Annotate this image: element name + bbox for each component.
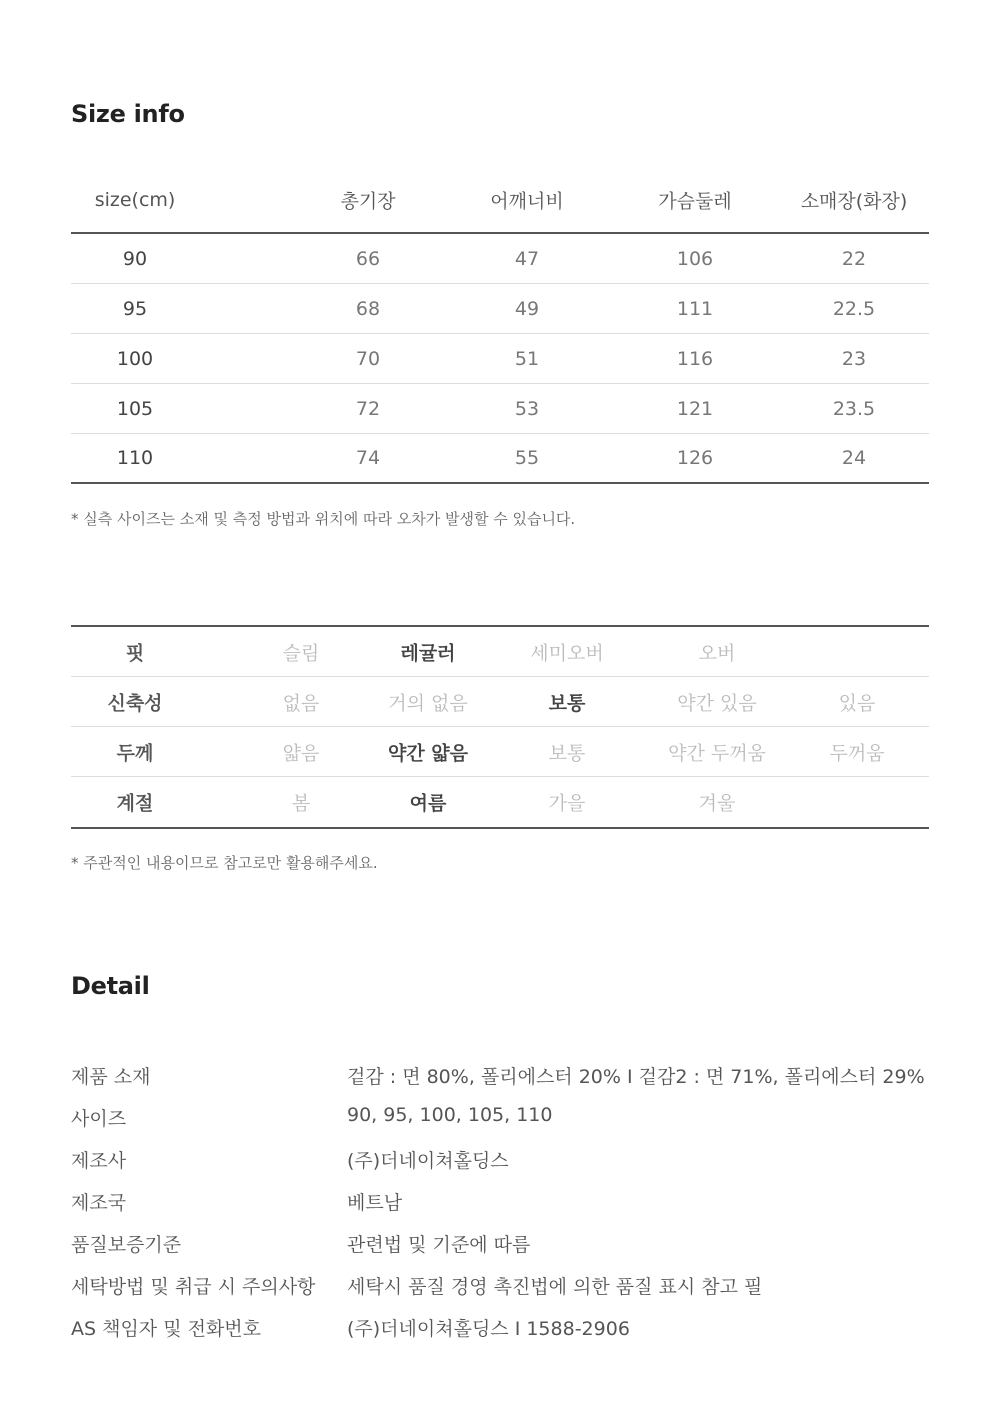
- detail-value: 세탁시 품질 경영 촉진법에 의한 품질 표시 참고 필: [347, 1276, 763, 1298]
- detail-value: (주)더네이쳐홀딩스: [347, 1150, 509, 1172]
- fit-option: 없음: [282, 692, 320, 714]
- fit-option: 약간 얇음: [387, 742, 469, 764]
- size-value-cell: 23: [841, 347, 867, 370]
- size-header-cell: size(cm): [94, 189, 176, 211]
- fit-label: 신축성: [107, 692, 163, 714]
- detail-key: 제품 소재: [71, 1066, 151, 1088]
- fit-option: 얇음: [282, 742, 320, 764]
- size-value-cell: 53: [514, 397, 540, 420]
- detail-row-manufacturer: [71, 1146, 929, 1176]
- fit-option: 오버: [698, 642, 736, 664]
- size-table-row: [71, 434, 929, 484]
- detail-row-material: [71, 1062, 929, 1092]
- size-header-cell: 소매장(화장): [800, 190, 908, 213]
- detail-value: 겉감 : 면 80%, 폴리에스터 20% I 겉감2 : 면 71%, 폴리에스터 29%: [347, 1066, 925, 1088]
- size-header-cell: 어깨너비: [490, 190, 564, 213]
- fit-option: 세미오버: [530, 642, 604, 664]
- fit-table: [71, 625, 929, 829]
- detail-key: AS 책임자 및 전화번호: [71, 1318, 262, 1340]
- detail-key: 제조사: [71, 1150, 127, 1172]
- size-table-row: [71, 234, 929, 284]
- fit-option: 있음: [838, 692, 876, 714]
- size-value-cell: 74: [355, 447, 381, 469]
- detail-title: Detail: [71, 972, 150, 1000]
- size-value-cell: 116: [676, 347, 714, 370]
- fit-label: 핏: [125, 642, 145, 664]
- size-label-cell: 100: [116, 347, 154, 370]
- size-value-cell: 66: [355, 247, 381, 270]
- size-table-row: [71, 284, 929, 334]
- fit-option: 겨울: [698, 792, 736, 815]
- fit-option: 봄: [291, 792, 311, 815]
- detail-value: 90, 95, 100, 105, 110: [347, 1104, 553, 1126]
- detail-key: 세탁방법 및 취급 시 주의사항: [71, 1276, 316, 1298]
- size-value-cell: 49: [514, 297, 540, 320]
- size-label-cell: 105: [116, 397, 154, 420]
- fit-option: 약간 있음: [677, 692, 757, 714]
- fit-row-thickness: [71, 727, 929, 777]
- detail-value: 베트남: [347, 1192, 403, 1214]
- fit-row-fit: [71, 627, 929, 677]
- size-header-cell: 가슴둘레: [658, 190, 732, 213]
- detail-row-washing: [71, 1272, 929, 1302]
- detail-row-as-contact: [71, 1314, 929, 1344]
- detail-row-country: [71, 1188, 929, 1218]
- detail-value: (주)더네이쳐홀딩스 I 1588-2906: [347, 1318, 630, 1340]
- fit-note: * 주관적인 내용이므로 참고로만 활용해주세요.: [71, 854, 378, 872]
- fit-option: 약간 두꺼움: [668, 742, 766, 764]
- detail-row-warranty: [71, 1230, 929, 1260]
- size-note: * 실측 사이즈는 소재 및 측정 방법과 위치에 따라 오차가 발생할 수 있습니다.: [71, 510, 576, 528]
- detail-key: 제조국: [71, 1192, 127, 1214]
- detail-key: 사이즈: [71, 1108, 127, 1130]
- fit-option: 두꺼움: [829, 742, 885, 764]
- size-value-cell: 106: [676, 247, 714, 270]
- fit-option: 가을: [548, 792, 586, 815]
- size-label-cell: 90: [122, 247, 148, 270]
- size-value-cell: 51: [514, 347, 540, 370]
- detail-row-size: [71, 1104, 929, 1134]
- fit-option: 레귤러: [400, 642, 456, 664]
- fit-row-season: [71, 777, 929, 827]
- size-header-cell: 총기장: [340, 190, 396, 213]
- fit-label: 계절: [116, 792, 154, 815]
- size-value-cell: 126: [676, 447, 714, 469]
- size-value-cell: 24: [841, 447, 867, 469]
- fit-option: 보통: [548, 742, 586, 764]
- fit-option: 보통: [548, 692, 586, 714]
- size-value-cell: 55: [514, 447, 540, 469]
- size-value-cell: 23.5: [832, 397, 876, 420]
- size-value-cell: 68: [355, 297, 381, 320]
- size-value-cell: 70: [355, 347, 381, 370]
- size-table-header: [71, 168, 929, 234]
- detail-value: 관련법 및 기준에 따름: [347, 1234, 531, 1256]
- fit-row-elasticity: [71, 677, 929, 727]
- fit-label: 두께: [116, 742, 154, 764]
- size-grid: [71, 168, 929, 484]
- size-label-cell: 110: [116, 447, 154, 469]
- size-info-title: Size info: [71, 100, 185, 128]
- size-value-cell: 111: [676, 297, 714, 320]
- fit-option: 여름: [409, 792, 447, 815]
- fit-option: 거의 없음: [388, 692, 468, 714]
- fit-option: 슬림: [282, 642, 320, 664]
- size-table-row: [71, 334, 929, 384]
- size-value-cell: 121: [676, 397, 714, 420]
- size-value-cell: 72: [355, 397, 381, 420]
- size-value-cell: 22.5: [832, 297, 876, 320]
- size-label-cell: 95: [122, 297, 148, 320]
- size-table-row: [71, 384, 929, 434]
- size-value-cell: 47: [514, 247, 540, 270]
- detail-key: 품질보증기준: [71, 1234, 182, 1256]
- size-value-cell: 22: [841, 247, 867, 270]
